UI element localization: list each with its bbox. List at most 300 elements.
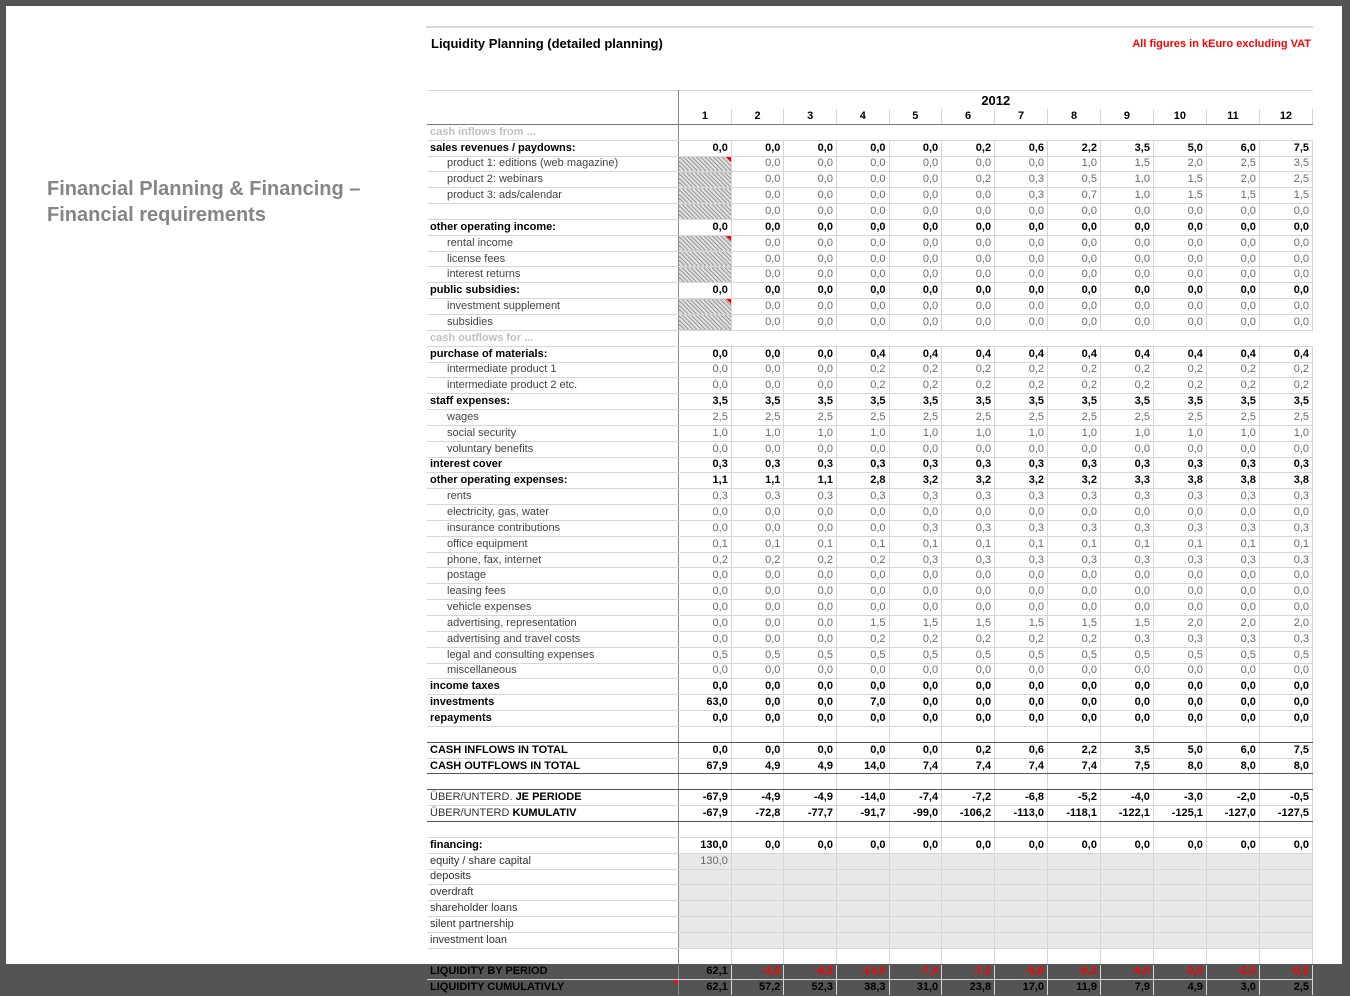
cell-month-12[interactable]: 2,5 [1259,172,1312,188]
cell-month-12[interactable] [1259,869,1312,885]
cell-month-7[interactable] [995,853,1048,869]
cell-month-5[interactable]: 0,0 [889,267,942,283]
cell-month-7[interactable]: 0,1 [995,536,1048,552]
cell-month-7[interactable]: 0,0 [995,441,1048,457]
cell-month-9[interactable]: 0,3 [1100,457,1153,473]
cell-month-12[interactable]: 0,0 [1259,314,1312,330]
cell-month-11[interactable]: 0,3 [1206,552,1259,568]
cell-month-2[interactable]: 0,0 [731,505,784,521]
cell-month-7[interactable]: 0,2 [995,362,1048,378]
cell-month-9[interactable] [1100,932,1153,948]
cell-month-10[interactable]: 0,0 [1153,584,1206,600]
cell-month-12[interactable]: 0,0 [1259,204,1312,220]
cell-month-4[interactable]: 0,0 [836,267,889,283]
cell-month-10[interactable] [1153,901,1206,917]
cell-month-5[interactable]: 0,0 [889,156,942,172]
cell-month-1[interactable] [679,885,732,901]
cell-month-11[interactable]: 2,0 [1206,616,1259,632]
cell-month-3[interactable]: 0,0 [784,679,837,695]
cell-month-3[interactable] [784,869,837,885]
cell-month-11[interactable]: 2,5 [1206,156,1259,172]
cell-month-11[interactable]: 0,0 [1206,568,1259,584]
cell-month-5[interactable]: 0,0 [889,600,942,616]
cell-month-9[interactable]: 1,5 [1100,156,1153,172]
cell-month-4[interactable] [836,869,889,885]
cell-month-3[interactable]: 0,1 [784,536,837,552]
cell-month-8[interactable] [1048,901,1101,917]
cell-month-1[interactable] [679,917,732,933]
cell-month-11[interactable]: 0,0 [1206,695,1259,711]
cell-month-2[interactable] [731,932,784,948]
cell-month-12[interactable]: 0,3 [1259,552,1312,568]
cell-month-4[interactable]: 0,2 [836,378,889,394]
cell-month-7[interactable]: 0,0 [995,267,1048,283]
cell-month-3[interactable]: 0,5 [784,647,837,663]
cell-month-5[interactable]: 0,3 [889,489,942,505]
cell-month-7[interactable]: 0,0 [995,204,1048,220]
cell-month-10[interactable]: 0,3 [1153,489,1206,505]
cell-month-5[interactable]: 0,2 [889,378,942,394]
cell-month-2[interactable]: 0,0 [731,695,784,711]
cell-month-7[interactable]: 0,0 [995,156,1048,172]
cell-month-2[interactable] [731,901,784,917]
cell-month-3[interactable]: 0,0 [784,251,837,267]
cell-month-4[interactable]: 0,0 [836,235,889,251]
cell-month-4[interactable]: 0,0 [836,299,889,315]
cell-month-9[interactable]: 0,0 [1100,314,1153,330]
cell-month-4[interactable]: 1,0 [836,425,889,441]
cell-month-3[interactable]: 0,0 [784,204,837,220]
cell-month-10[interactable]: 1,5 [1153,172,1206,188]
cell-month-2[interactable]: 0,0 [731,299,784,315]
cell-month-1[interactable]: 0,0 [679,441,732,457]
cell-month-8[interactable] [1048,885,1101,901]
cell-month-8[interactable]: 0,2 [1048,378,1101,394]
cell-month-12[interactable]: 0,3 [1259,489,1312,505]
cell-month-2[interactable]: 0,3 [731,489,784,505]
cell-month-6[interactable]: 0,2 [942,378,995,394]
cell-month-11[interactable]: 0,0 [1206,679,1259,695]
cell-month-4[interactable]: 0,0 [836,663,889,679]
cell-month-9[interactable]: 0,0 [1100,679,1153,695]
cell-month-12[interactable] [1259,901,1312,917]
cell-month-12[interactable]: 0,0 [1259,695,1312,711]
cell-month-1[interactable]: 0,0 [679,679,732,695]
cell-month-2[interactable]: 0,0 [731,362,784,378]
cell-month-10[interactable]: 2,0 [1153,616,1206,632]
cell-month-12[interactable]: 0,5 [1259,647,1312,663]
cell-month-1[interactable]: 0,0 [679,600,732,616]
cell-month-10[interactable] [1153,917,1206,933]
cell-month-9[interactable]: 1,0 [1100,172,1153,188]
cell-month-10[interactable]: 0,0 [1153,695,1206,711]
cell-month-5[interactable]: 1,5 [889,616,942,632]
cell-month-6[interactable]: 0,0 [942,204,995,220]
cell-month-6[interactable]: 0,0 [942,441,995,457]
cell-month-12[interactable]: 0,3 [1259,520,1312,536]
cell-month-6[interactable]: 0,0 [942,584,995,600]
cell-month-6[interactable] [942,901,995,917]
cell-month-9[interactable]: 1,0 [1100,188,1153,204]
cell-month-1[interactable]: 130,0 [679,853,732,869]
cell-month-5[interactable]: 0,2 [889,631,942,647]
cell-month-8[interactable]: 0,0 [1048,267,1101,283]
cell-month-10[interactable] [1153,853,1206,869]
cell-month-5[interactable]: 0,0 [889,695,942,711]
cell-month-2[interactable]: 0,0 [731,314,784,330]
cell-month-7[interactable]: 2,5 [995,410,1048,426]
cell-month-8[interactable]: 1,0 [1048,425,1101,441]
cell-month-1[interactable]: 0,0 [679,663,732,679]
cell-month-2[interactable]: 0,0 [731,267,784,283]
cell-month-7[interactable]: 0,3 [995,552,1048,568]
cell-month-12[interactable]: 0,2 [1259,362,1312,378]
cell-month-6[interactable]: 0,3 [942,520,995,536]
cell-month-12[interactable]: 0,0 [1259,251,1312,267]
cell-month-7[interactable] [995,901,1048,917]
cell-month-7[interactable]: 1,0 [995,425,1048,441]
cell-month-11[interactable]: 0,0 [1206,251,1259,267]
cell-month-7[interactable]: 0,0 [995,299,1048,315]
cell-month-5[interactable]: 0,0 [889,251,942,267]
cell-month-5[interactable]: 0,0 [889,235,942,251]
cell-month-11[interactable]: 0,0 [1206,267,1259,283]
cell-month-12[interactable]: 2,0 [1259,616,1312,632]
cell-month-9[interactable] [1100,869,1153,885]
cell-month-7[interactable] [995,885,1048,901]
cell-month-9[interactable]: 0,0 [1100,299,1153,315]
cell-month-9[interactable]: 0,0 [1100,695,1153,711]
cell-month-10[interactable]: 0,3 [1153,631,1206,647]
cell-month-9[interactable]: 0,3 [1100,489,1153,505]
cell-month-10[interactable] [1153,869,1206,885]
cell-month-5[interactable]: 0,0 [889,441,942,457]
cell-month-2[interactable]: 0,0 [731,235,784,251]
cell-month-8[interactable]: 0,0 [1048,235,1101,251]
cell-month-11[interactable]: 0,0 [1206,663,1259,679]
cell-month-11[interactable]: 0,0 [1206,314,1259,330]
cell-month-1[interactable] [679,901,732,917]
cell-month-4[interactable] [836,901,889,917]
cell-month-3[interactable]: 0,0 [784,314,837,330]
cell-month-10[interactable]: 0,0 [1153,505,1206,521]
cell-month-8[interactable]: 0,7 [1048,188,1101,204]
cell-month-3[interactable] [784,932,837,948]
cell-month-3[interactable] [784,885,837,901]
cell-month-2[interactable]: 0,3 [731,457,784,473]
cell-month-2[interactable]: 0,0 [731,188,784,204]
cell-month-8[interactable]: 0,0 [1048,695,1101,711]
cell-month-3[interactable]: 0,0 [784,631,837,647]
cell-month-7[interactable]: 0,2 [995,378,1048,394]
cell-month-3[interactable]: 0,0 [784,584,837,600]
cell-month-6[interactable] [942,932,995,948]
cell-month-6[interactable]: 0,0 [942,695,995,711]
cell-month-9[interactable]: 0,0 [1100,505,1153,521]
cell-month-2[interactable]: 0,0 [731,568,784,584]
cell-month-10[interactable]: 1,5 [1153,188,1206,204]
cell-month-4[interactable]: 0,2 [836,631,889,647]
cell-month-7[interactable]: 0,3 [995,520,1048,536]
cell-month-12[interactable]: 0,0 [1259,568,1312,584]
cell-month-10[interactable]: 0,3 [1153,552,1206,568]
cell-month-1[interactable]: 0,0 [679,505,732,521]
cell-month-5[interactable]: 0,0 [889,663,942,679]
cell-month-6[interactable]: 0,0 [942,188,995,204]
cell-month-3[interactable]: 0,0 [784,235,837,251]
cell-month-6[interactable]: 0,2 [942,172,995,188]
cell-month-7[interactable]: 0,0 [995,568,1048,584]
cell-month-7[interactable] [995,869,1048,885]
cell-month-7[interactable] [995,932,1048,948]
cell-month-2[interactable]: 0,0 [731,378,784,394]
cell-month-3[interactable]: 0,0 [784,172,837,188]
cell-month-2[interactable] [731,917,784,933]
cell-month-8[interactable]: 0,3 [1048,457,1101,473]
cell-month-9[interactable]: 0,2 [1100,378,1153,394]
cell-month-4[interactable]: 0,0 [836,188,889,204]
cell-month-2[interactable]: 0,0 [731,251,784,267]
cell-month-6[interactable]: 0,0 [942,156,995,172]
cell-month-4[interactable]: 0,0 [836,314,889,330]
cell-month-11[interactable] [1206,853,1259,869]
cell-month-5[interactable]: 0,3 [889,552,942,568]
cell-month-3[interactable]: 0,0 [784,362,837,378]
cell-month-6[interactable]: 0,3 [942,457,995,473]
cell-month-7[interactable]: 0,2 [995,631,1048,647]
cell-month-9[interactable] [1100,917,1153,933]
cell-month-12[interactable]: 2,5 [1259,410,1312,426]
cell-month-8[interactable]: 0,0 [1048,663,1101,679]
cell-month-1[interactable]: 0,0 [679,631,732,647]
cell-month-9[interactable]: 0,0 [1100,251,1153,267]
cell-month-1[interactable]: 0,0 [679,616,732,632]
cell-month-9[interactable]: 0,3 [1100,631,1153,647]
cell-month-4[interactable] [836,932,889,948]
cell-month-12[interactable]: 0,0 [1259,299,1312,315]
cell-month-6[interactable]: 0,5 [942,647,995,663]
cell-month-8[interactable]: 2,5 [1048,410,1101,426]
cell-month-6[interactable]: 0,2 [942,362,995,378]
cell-month-10[interactable]: 0,5 [1153,647,1206,663]
cell-month-5[interactable]: 0,3 [889,457,942,473]
cell-month-10[interactable] [1153,885,1206,901]
cell-month-5[interactable]: 0,0 [889,314,942,330]
cell-month-5[interactable]: 0,0 [889,679,942,695]
cell-month-4[interactable]: 0,0 [836,679,889,695]
cell-month-7[interactable]: 0,0 [995,235,1048,251]
cell-month-6[interactable]: 0,1 [942,536,995,552]
cell-month-6[interactable] [942,885,995,901]
cell-month-11[interactable]: 0,0 [1206,584,1259,600]
cell-month-12[interactable]: 0,0 [1259,584,1312,600]
cell-month-3[interactable]: 0,0 [784,441,837,457]
cell-month-11[interactable]: 0,0 [1206,235,1259,251]
cell-month-2[interactable]: 0,0 [731,441,784,457]
cell-month-7[interactable]: 0,0 [995,711,1048,727]
cell-month-11[interactable]: 0,2 [1206,378,1259,394]
cell-month-6[interactable]: 2,5 [942,410,995,426]
cell-month-8[interactable]: 0,3 [1048,552,1101,568]
cell-month-12[interactable]: 3,5 [1259,156,1312,172]
cell-month-8[interactable]: 1,5 [1048,616,1101,632]
cell-month-10[interactable]: 0,0 [1153,568,1206,584]
cell-month-11[interactable]: 0,0 [1206,600,1259,616]
cell-month-3[interactable]: 0,0 [784,520,837,536]
cell-month-5[interactable]: 0,0 [889,188,942,204]
cell-month-10[interactable]: 0,0 [1153,251,1206,267]
cell-month-9[interactable]: 0,0 [1100,204,1153,220]
cell-month-10[interactable]: 0,3 [1153,520,1206,536]
cell-month-1[interactable]: 63,0 [679,695,732,711]
cell-month-6[interactable]: 0,0 [942,299,995,315]
cell-month-10[interactable] [1153,932,1206,948]
cell-month-12[interactable] [1259,917,1312,933]
cell-month-11[interactable]: 2,0 [1206,172,1259,188]
cell-month-2[interactable]: 0,0 [731,204,784,220]
cell-month-1[interactable] [679,932,732,948]
cell-month-5[interactable] [889,885,942,901]
cell-month-10[interactable]: 0,0 [1153,711,1206,727]
cell-month-8[interactable]: 0,0 [1048,568,1101,584]
cell-month-3[interactable]: 0,0 [784,299,837,315]
cell-month-9[interactable] [1100,885,1153,901]
cell-month-4[interactable] [836,853,889,869]
cell-month-4[interactable]: 0,0 [836,156,889,172]
cell-month-10[interactable]: 0,0 [1153,679,1206,695]
cell-month-1[interactable]: 0,0 [679,584,732,600]
cell-month-9[interactable]: 0,0 [1100,663,1153,679]
cell-month-3[interactable]: 0,0 [784,188,837,204]
cell-month-3[interactable]: 0,3 [784,457,837,473]
cell-month-10[interactable]: 0,2 [1153,362,1206,378]
cell-month-9[interactable] [1100,901,1153,917]
cell-month-1[interactable]: 0,0 [679,568,732,584]
cell-month-2[interactable]: 0,0 [731,584,784,600]
cell-month-2[interactable]: 0,0 [731,679,784,695]
cell-month-12[interactable]: 0,3 [1259,457,1312,473]
cell-month-8[interactable]: 0,0 [1048,441,1101,457]
cell-month-8[interactable]: 0,3 [1048,489,1101,505]
cell-month-2[interactable]: 0,5 [731,647,784,663]
cell-month-5[interactable]: 0,0 [889,505,942,521]
cell-month-1[interactable]: 2,5 [679,410,732,426]
cell-month-11[interactable] [1206,869,1259,885]
cell-month-6[interactable] [942,917,995,933]
cell-month-11[interactable] [1206,932,1259,948]
cell-month-2[interactable]: 0,0 [731,663,784,679]
cell-month-11[interactable]: 0,2 [1206,362,1259,378]
cell-month-3[interactable] [784,901,837,917]
cell-month-9[interactable]: 0,3 [1100,552,1153,568]
cell-month-11[interactable]: 1,5 [1206,188,1259,204]
cell-month-9[interactable]: 0,2 [1100,362,1153,378]
cell-month-12[interactable]: 0,0 [1259,267,1312,283]
cell-month-11[interactable]: 0,0 [1206,505,1259,521]
cell-month-4[interactable]: 0,0 [836,520,889,536]
cell-month-3[interactable]: 1,0 [784,425,837,441]
cell-month-11[interactable] [1206,901,1259,917]
cell-month-2[interactable]: 0,0 [731,520,784,536]
cell-month-4[interactable]: 0,0 [836,584,889,600]
cell-month-1[interactable]: 0,1 [679,536,732,552]
cell-month-2[interactable]: 0,0 [731,172,784,188]
cell-month-10[interactable]: 0,3 [1153,457,1206,473]
cell-month-11[interactable]: 0,3 [1206,631,1259,647]
cell-month-1[interactable]: 0,0 [679,520,732,536]
cell-month-9[interactable]: 1,0 [1100,425,1153,441]
cell-month-7[interactable]: 0,0 [995,695,1048,711]
cell-month-9[interactable]: 0,0 [1100,711,1153,727]
cell-month-11[interactable]: 0,3 [1206,457,1259,473]
cell-month-10[interactable]: 0,0 [1153,663,1206,679]
cell-month-3[interactable]: 0,2 [784,552,837,568]
cell-month-11[interactable]: 0,3 [1206,520,1259,536]
cell-month-8[interactable]: 0,5 [1048,172,1101,188]
cell-month-4[interactable]: 0,0 [836,172,889,188]
cell-month-11[interactable]: 0,3 [1206,489,1259,505]
cell-month-9[interactable]: 0,5 [1100,647,1153,663]
cell-month-11[interactable]: 2,5 [1206,410,1259,426]
cell-month-1[interactable]: 0,3 [679,457,732,473]
cell-month-12[interactable]: 0,0 [1259,679,1312,695]
cell-month-7[interactable] [995,917,1048,933]
cell-month-3[interactable]: 0,0 [784,695,837,711]
cell-month-12[interactable] [1259,932,1312,948]
cell-month-4[interactable]: 0,2 [836,552,889,568]
cell-month-7[interactable]: 0,0 [995,600,1048,616]
cell-month-5[interactable]: 0,0 [889,204,942,220]
cell-month-2[interactable] [731,853,784,869]
cell-month-10[interactable]: 2,5 [1153,410,1206,426]
cell-month-5[interactable] [889,853,942,869]
cell-month-6[interactable]: 1,0 [942,425,995,441]
cell-month-3[interactable]: 0,0 [784,505,837,521]
cell-month-11[interactable]: 0,1 [1206,536,1259,552]
cell-month-8[interactable]: 0,5 [1048,647,1101,663]
cell-month-4[interactable]: 0,5 [836,647,889,663]
cell-month-6[interactable] [942,853,995,869]
cell-month-6[interactable]: 1,5 [942,616,995,632]
cell-month-2[interactable]: 0,0 [731,156,784,172]
cell-month-12[interactable] [1259,885,1312,901]
cell-month-2[interactable]: 0,0 [731,631,784,647]
cell-month-6[interactable]: 0,0 [942,505,995,521]
cell-month-5[interactable]: 1,0 [889,425,942,441]
cell-month-10[interactable]: 0,0 [1153,235,1206,251]
cell-month-7[interactable]: 0,3 [995,489,1048,505]
cell-month-9[interactable]: 1,5 [1100,616,1153,632]
cell-month-7[interactable]: 0,0 [995,251,1048,267]
cell-month-1[interactable]: 1,0 [679,425,732,441]
cell-month-2[interactable]: 1,0 [731,425,784,441]
cell-month-10[interactable]: 0,1 [1153,536,1206,552]
cell-month-8[interactable]: 0,0 [1048,299,1101,315]
cell-month-9[interactable]: 2,5 [1100,410,1153,426]
cell-month-3[interactable]: 0,0 [784,156,837,172]
cell-month-3[interactable]: 0,0 [784,711,837,727]
cell-month-3[interactable]: 0,3 [784,489,837,505]
cell-month-4[interactable]: 0,0 [836,251,889,267]
cell-month-6[interactable]: 0,0 [942,568,995,584]
cell-month-2[interactable]: 0,0 [731,616,784,632]
cell-month-4[interactable]: 0,0 [836,568,889,584]
cell-month-5[interactable] [889,901,942,917]
cell-month-10[interactable]: 0,0 [1153,267,1206,283]
cell-month-6[interactable]: 0,0 [942,679,995,695]
cell-month-11[interactable]: 0,0 [1206,299,1259,315]
cell-month-10[interactable]: 0,0 [1153,314,1206,330]
